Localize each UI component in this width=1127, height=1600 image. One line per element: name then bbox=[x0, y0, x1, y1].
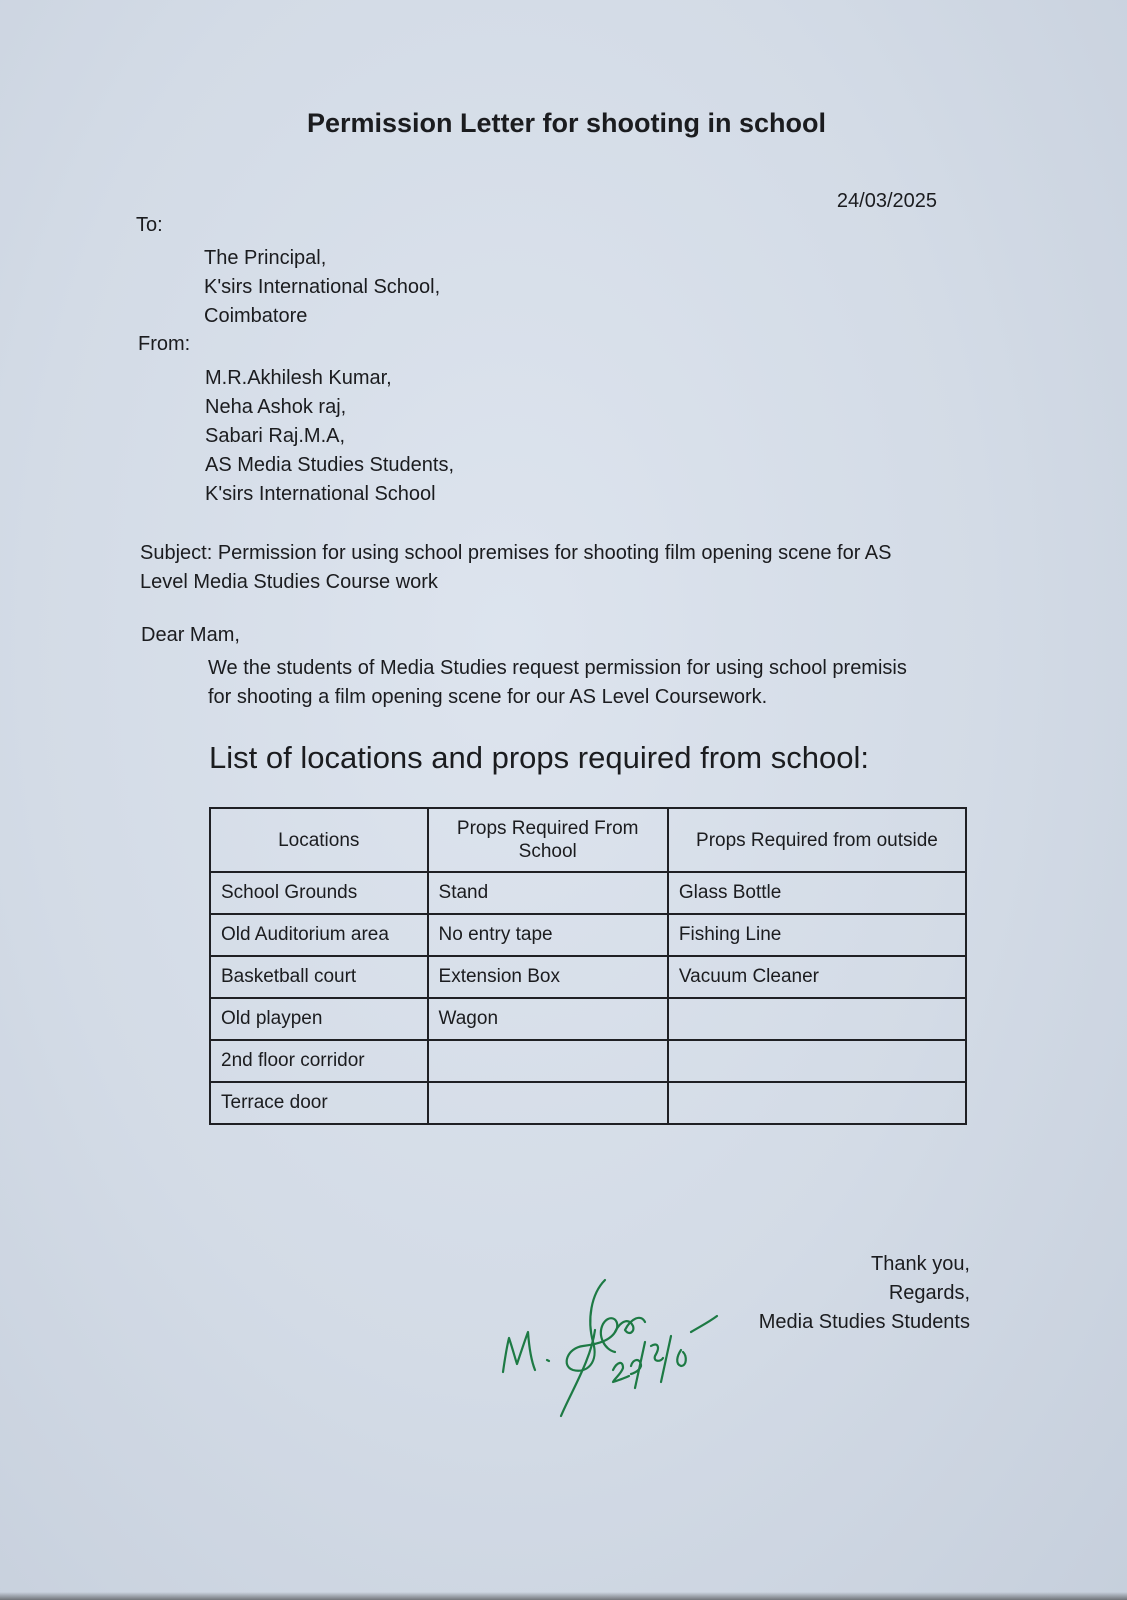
table-row bbox=[210, 872, 966, 914]
table-row bbox=[210, 1040, 966, 1082]
props-table bbox=[209, 807, 967, 1125]
table-row bbox=[210, 956, 966, 998]
table-cell bbox=[668, 998, 966, 1040]
table-cell bbox=[668, 1082, 966, 1124]
recipient-address bbox=[204, 244, 440, 331]
sender-line: Sabari Raj.M.A, bbox=[205, 425, 346, 447]
from-label: From: bbox=[138, 333, 191, 355]
table-row bbox=[210, 998, 966, 1040]
recipient-line: Coimbatore bbox=[204, 305, 308, 327]
recipient-line: K'sirs International School, bbox=[204, 276, 441, 298]
sender-line: Neha Ashok raj, bbox=[205, 396, 347, 418]
table-cell: Extension Box bbox=[428, 956, 668, 998]
sender-address bbox=[205, 364, 454, 509]
column-header-locations: Locations bbox=[210, 808, 428, 872]
table-cell: Wagon bbox=[428, 998, 668, 1040]
table-row bbox=[210, 1082, 966, 1124]
handwritten-signature bbox=[495, 1270, 745, 1440]
table-cell bbox=[668, 1040, 966, 1082]
table-cell bbox=[428, 1040, 668, 1082]
table-cell: Old Auditorium area bbox=[210, 914, 428, 956]
column-header-props-school: Props Required From School bbox=[428, 808, 668, 872]
sender-line: M.R.Akhilesh Kumar, bbox=[205, 367, 392, 389]
letter-closing bbox=[759, 1250, 970, 1337]
table-cell: Stand bbox=[428, 872, 668, 914]
salutation: Dear Mam, bbox=[141, 624, 240, 646]
recipient-line: The Principal, bbox=[204, 247, 327, 269]
page-bottom-edge bbox=[0, 1592, 1127, 1600]
table-cell: Basketball court bbox=[210, 956, 428, 998]
to-label: To: bbox=[136, 214, 163, 236]
letter-date: 24/03/2025 bbox=[836, 190, 937, 212]
table-cell: Vacuum Cleaner bbox=[668, 956, 966, 998]
letter-body: We the students of Media Studies request permission for using school premisis for shooting a film opening scene for our AS Level Coursework. bbox=[208, 657, 907, 708]
sender-line: K'sirs International School bbox=[205, 483, 436, 505]
letter-title: Permission Letter for shooting in school bbox=[306, 108, 827, 138]
table-header-row bbox=[210, 808, 966, 872]
closing-line: Regards, bbox=[888, 1282, 970, 1304]
column-header-props-outside: Props Required from outside bbox=[668, 808, 966, 872]
table-cell: 2nd floor corridor bbox=[210, 1040, 428, 1082]
table-cell: Old playpen bbox=[210, 998, 428, 1040]
letter-subject: Subject: Permission for using school premises for shooting film opening scene for AS Level Media Studies Course work bbox=[140, 542, 892, 593]
list-heading: List of locations and props required from school: bbox=[209, 740, 869, 775]
table-cell: Fishing Line bbox=[668, 914, 966, 956]
table-cell: Glass Bottle bbox=[668, 872, 966, 914]
table-cell: School Grounds bbox=[210, 872, 428, 914]
sender-line: AS Media Studies Students, bbox=[205, 454, 455, 476]
closing-line: Media Studies Students bbox=[758, 1311, 970, 1333]
table-row bbox=[210, 914, 966, 956]
table-cell: No entry tape bbox=[428, 914, 668, 956]
closing-line: Thank you, bbox=[871, 1253, 970, 1275]
table-cell bbox=[428, 1082, 668, 1124]
table-cell: Terrace door bbox=[210, 1082, 428, 1124]
